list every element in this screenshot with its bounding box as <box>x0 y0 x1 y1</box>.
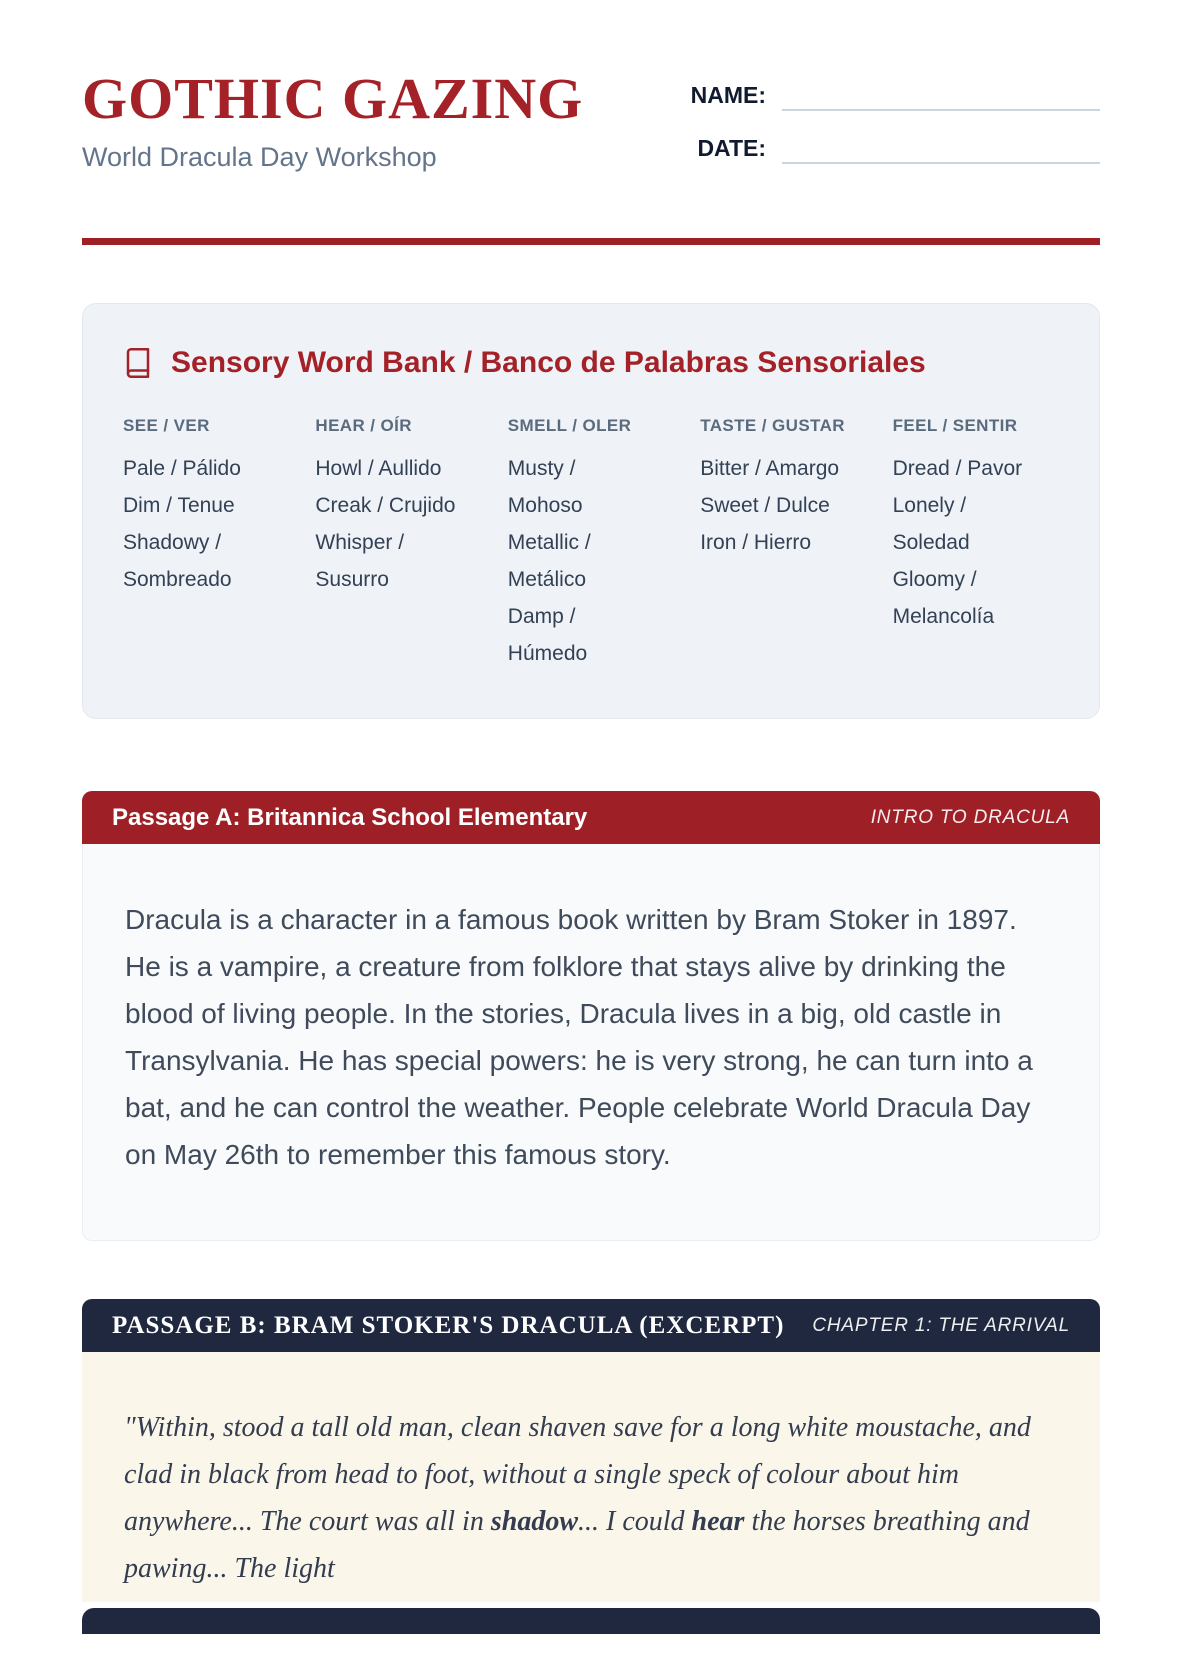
passage-a-section <box>82 791 1100 1241</box>
word-bank-title: Sensory Word Bank / Banco de Palabras Sensoriales <box>171 346 926 379</box>
passage-a-title: Passage A: Britannica School Elementary <box>112 803 588 831</box>
word-bank-word: Metallic / <box>507 531 591 554</box>
passage-b-bold-term: shadow <box>490 1506 578 1537</box>
passage-a-tag: INTRO TO DRACULA <box>870 806 1070 828</box>
word-bank-columns <box>123 416 1059 672</box>
book-icon <box>123 346 153 380</box>
word-bank-column <box>315 416 481 672</box>
header-divider <box>82 238 1100 245</box>
word-bank-word: Soledad <box>892 531 970 554</box>
word-bank-word: Húmedo <box>507 642 588 665</box>
word-bank-column <box>508 416 674 672</box>
word-bank-word: Iron / Hierro <box>700 531 812 554</box>
page-title: GOTHIC GAZING <box>82 66 584 131</box>
passage-b-title: PASSAGE B: BRAM STOKER'S DRACULA (EXCERPT) <box>112 1311 785 1339</box>
word-bank-word: Dim / Tenue <box>123 494 235 517</box>
date-field-row <box>680 135 1100 164</box>
word-bank-word: Whisper / <box>315 531 405 554</box>
passage-a-body: Dracula is a character in a famous book written by Bram Stoker in 1897. He is a vampire, a creature from folklore that stays alive by drinking the blood of living people. In the stories, Dracula lives in a big, old castle in Transylvania. He has special powers: he is very strong, he can turn into a bat, and he can control the weather. People celebrate World Dracula Day on May 26th to remember this famous story. <box>82 844 1100 1241</box>
word-bank-column <box>123 416 289 672</box>
word-bank-word: Pale / Pálido <box>123 457 241 480</box>
name-field-row <box>680 82 1100 111</box>
word-bank-word: Metálico <box>507 568 586 591</box>
passage-b-text-segment: the horses breathing and pawing... The light <box>124 1506 1030 1584</box>
passage-b-section <box>82 1299 1100 1602</box>
worksheet-page <box>0 66 1200 1634</box>
passage-b-header <box>82 1299 1100 1352</box>
word-bank-title-row <box>123 346 1059 380</box>
passage-b-text-segment: ... I could <box>578 1506 692 1537</box>
word-bank-word: Susurro <box>315 568 389 591</box>
word-bank-word: Gloomy / <box>892 568 977 591</box>
date-blank-line <box>782 138 1100 164</box>
brand-block <box>82 66 584 173</box>
passage-b-body <box>82 1352 1100 1602</box>
word-bank-word: Lonely / <box>892 494 967 517</box>
word-bank-column-header: HEAR / OÍR <box>315 416 412 435</box>
word-bank-word: Mohoso <box>507 494 583 517</box>
word-bank-word: Shadowy / <box>123 531 222 554</box>
word-bank-word: Bitter / Amargo <box>700 457 840 480</box>
word-bank-column <box>893 416 1059 672</box>
word-bank-column-header: SEE / VER <box>123 416 210 435</box>
name-blank-line <box>782 85 1100 111</box>
passage-b-tag: CHAPTER 1: THE ARRIVAL <box>812 1314 1070 1336</box>
passage-b-text <box>124 1412 1031 1584</box>
passage-b-text-segment: "Within, stood a tall old man, clean shaven save for a long white moustache, and clad in black from head to foot, without a single speck of colour about him anywhere... The court was all in <box>124 1412 1031 1537</box>
page-header <box>82 66 1100 188</box>
word-bank-word: Sombreado <box>123 568 232 591</box>
word-bank-word: Howl / Aullido <box>315 457 442 480</box>
word-bank-column <box>700 416 866 672</box>
word-bank-card <box>82 303 1100 719</box>
student-fields <box>680 82 1100 188</box>
passage-a-header <box>82 791 1100 844</box>
word-bank-word: Sweet / Dulce <box>700 494 830 517</box>
word-bank-word: Dread / Pavor <box>892 457 1023 480</box>
name-label: NAME: <box>690 82 766 108</box>
word-bank-column-header: FEEL / SENTIR <box>892 416 1018 435</box>
date-label: DATE: <box>697 135 766 161</box>
word-bank-word: Melancolía <box>892 605 995 628</box>
word-bank-column-header: SMELL / OLER <box>507 416 632 435</box>
word-bank-word: Creak / Crujido <box>315 494 456 517</box>
next-section-header-cutoff <box>82 1608 1100 1634</box>
word-bank-word: Damp / <box>507 605 576 628</box>
word-bank-word: Musty / <box>507 457 576 480</box>
word-bank-column-header: TASTE / GUSTAR <box>700 416 845 435</box>
passage-b-bold-term: hear <box>691 1506 745 1537</box>
page-subtitle: World Dracula Day Workshop <box>82 142 437 172</box>
